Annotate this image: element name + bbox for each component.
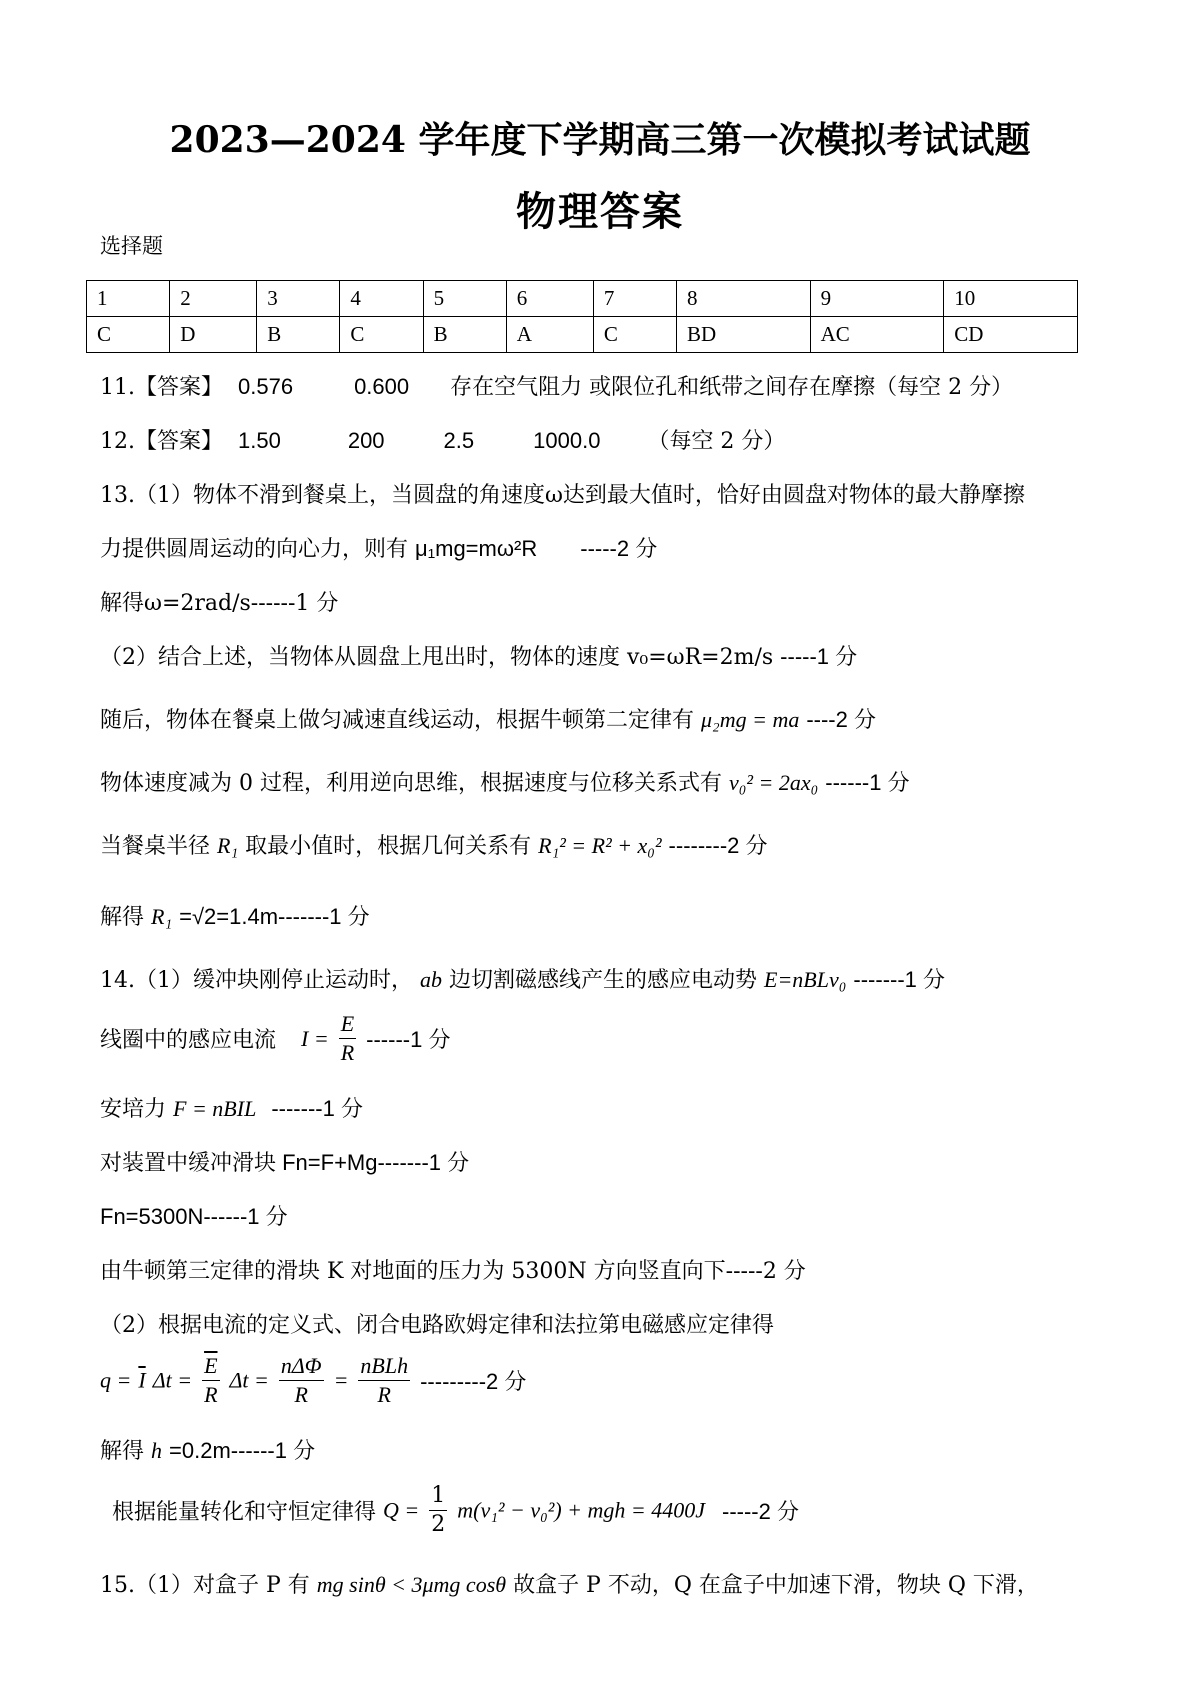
q14-formula: F = nBIL [173,1096,257,1121]
fraction-numerator: $\overline{E}$ [202,1352,219,1381]
fraction-denominator: R [204,1382,218,1407]
q12-value-5: （每空 2 分） [647,429,786,454]
q14-line-5: Fn=5300N------1 分 [100,1204,288,1229]
table-cell: BD [677,317,811,353]
q14-formula: m(v₁² − v₀²) + mgh = 4400J [457,1497,705,1523]
q13-line-7 [100,829,768,860]
table-cell: B [423,317,506,353]
q15-formula: mg sinθ < 3μmg cosθ [316,1572,507,1597]
table-cell: C [340,317,423,353]
q13-line-6 [100,766,910,797]
q13-symbol: R₁ [217,833,239,858]
q12-value-1: 1.50 [238,428,281,453]
q11-value-3: 存在空气阻力 或限位孔和纸带之间存在摩擦（每空 2 分） [450,375,1014,400]
fraction-denominator: R [294,1382,308,1407]
table-cell: 10 [944,281,1078,317]
q11-answer-line [100,370,1013,401]
q14-line-8 [100,1352,526,1409]
q14-line-3 [100,1092,363,1123]
table-row-numbers [87,281,1078,317]
table-cell: 6 [506,281,593,317]
q14-formula: Δt = [152,1367,193,1393]
q13-line-2 [100,532,657,563]
table-cell: C [87,317,170,353]
q14-fraction [339,1010,356,1067]
q14-formula: I = [301,1025,329,1051]
exam-title: 2023—2024 学年度下学期高三第一次模拟考试试题 [169,119,1031,161]
q13-formula: μ₂mg = ma [701,707,800,732]
q14-line-6: 由牛顿第三定律的滑块 K 对地面的压力为 5300N 方向竖直向下-----2 分 [100,1259,806,1284]
q14-formula: = [333,1367,349,1393]
q14-text: 边切割磁感线产生的感应电动势 [449,968,758,993]
q13-line-4 [100,640,857,671]
q13-score: -----1 分 [780,644,858,669]
choice-answer-table [86,280,1078,353]
fraction-numerator: nΔΦ [279,1352,324,1381]
q13-text: 解得 [100,905,145,930]
table-cell: 3 [257,281,340,317]
q14-line-2 [100,1010,450,1067]
q13-formula: μ₁mg=mω²R [415,536,538,561]
q14-text: 14.（1）缓冲块刚停止运动时， [100,968,413,993]
q14-symbol: $\overline{I}$ [138,1367,146,1393]
q14-score: ---------2 分 [420,1369,527,1394]
table-cell: 1 [87,281,170,317]
q14-line-9 [100,1434,315,1465]
q14-formula: Q = [383,1497,420,1523]
q14-fraction [279,1352,324,1409]
q14-result: =0.2m------1 分 [169,1438,316,1463]
q14-fraction [358,1352,410,1409]
q13-formula: v₀² = 2ax₀ [729,770,819,795]
q11-value-2: 0.600 [354,374,410,399]
answer-title: 物理答案 [516,188,684,235]
q13-formula: R₁² = R² + x₀² [538,833,662,858]
fraction-denominator: R [377,1382,391,1407]
table-cell: 9 [810,281,944,317]
q13-line-1: 13.（1）物体不滑到餐桌上，当圆盘的角速度ω达到最大值时，恰好由圆盘对物体的最大静摩擦 [100,483,1025,508]
table-cell: 4 [340,281,423,317]
q14-formula: Δt = [229,1367,269,1393]
q12-answer-line [100,424,785,455]
table-cell: 8 [677,281,811,317]
q14-fraction [202,1352,219,1409]
q14-text: 安培力 [100,1097,167,1122]
fraction-denominator: R [340,1040,355,1065]
section-label: 选择题 [100,234,163,258]
q14-line-1 [100,963,945,994]
q14-line-7: （2）根据电流的定义式、闭合电路欧姆定律和法拉第电磁感应定律得 [100,1313,774,1338]
q11-prefix: 11.【答案】 [100,375,223,400]
q14-text: 根据能量转化和守恒定律得 [112,1500,377,1525]
table-cell: C [593,317,676,353]
q14-score: ------1 分 [366,1027,451,1052]
table-row-answers [87,317,1078,353]
q11-value-1: 0.576 [238,374,294,399]
q13-score: ------1 分 [825,770,910,795]
fraction-denominator: 2 [431,1512,446,1537]
q13-text: 随后，物体在餐桌上做匀减速直线运动，根据牛顿第二定律有 [100,708,695,733]
q13-line-8 [100,900,370,931]
q14-text: 解得 [100,1439,145,1464]
q14-score: -------1 分 [271,1096,363,1121]
q15-line-1 [100,1568,1039,1599]
fraction-numerator: E [339,1010,356,1039]
q14-formula: E=nBLv₀ [764,967,847,992]
q13-text: 物体速度减为 0 过程，利用逆向思维，根据速度与位移关系式有 [100,771,722,796]
q13-score: -----2 分 [580,536,658,561]
q12-prefix: 12.【答案】 [100,429,223,454]
q13-text: （2）结合上述，当物体从圆盘上甩出时，物体的速度 v₀=ωR=2m/s [100,645,774,670]
fraction-numerator: nBLh [358,1352,410,1381]
q13-text: 当餐桌半径 [100,834,211,859]
q13-score: --------2 分 [668,833,768,858]
table-cell: 5 [423,281,506,317]
q14-line-4: 对装置中缓冲滑块 Fn=F+Mg-------1 分 [100,1150,470,1175]
q13-line-5 [100,703,876,734]
q14-line-10 [112,1482,799,1539]
q15-text: 15.（1）对盒子 P 有 [100,1573,310,1598]
table-cell: 2 [170,281,257,317]
table-cell: A [506,317,593,353]
q14-symbol: ab [420,967,442,992]
table-cell: CD [944,317,1078,353]
q13-line-3: 解得ω=2rad/s------1 分 [100,591,339,616]
q12-value-2: 200 [347,428,385,453]
q15-text: 故盒子 P 不动，Q 在盒子中加速下滑，物块 Q 下滑， [513,1573,1039,1598]
q14-symbol: h [151,1438,163,1463]
q14-text: 线圈中的感应电流 [100,1028,277,1053]
table-cell: 7 [593,281,676,317]
q14-fraction [429,1482,447,1539]
q13-text: 力提供圆周运动的向心力，则有 [100,537,409,562]
q14-score: -------1 分 [853,967,946,992]
q12-value-4: 1000.0 [533,428,601,453]
fraction-numerator: 1 [429,1482,447,1511]
q14-formula: q = [100,1367,132,1393]
q13-result: =√2=1.4m-------1 分 [179,904,370,929]
q14-score: -----2 分 [722,1499,799,1524]
q13-symbol: R₁ [151,904,173,929]
q13-text: 取最小值时，根据几何关系有 [245,834,532,859]
table-cell: AC [810,317,944,353]
q13-score: ----2 分 [806,707,876,732]
q12-value-3: 2.5 [443,428,475,453]
table-cell: D [170,317,257,353]
table-cell: B [257,317,340,353]
